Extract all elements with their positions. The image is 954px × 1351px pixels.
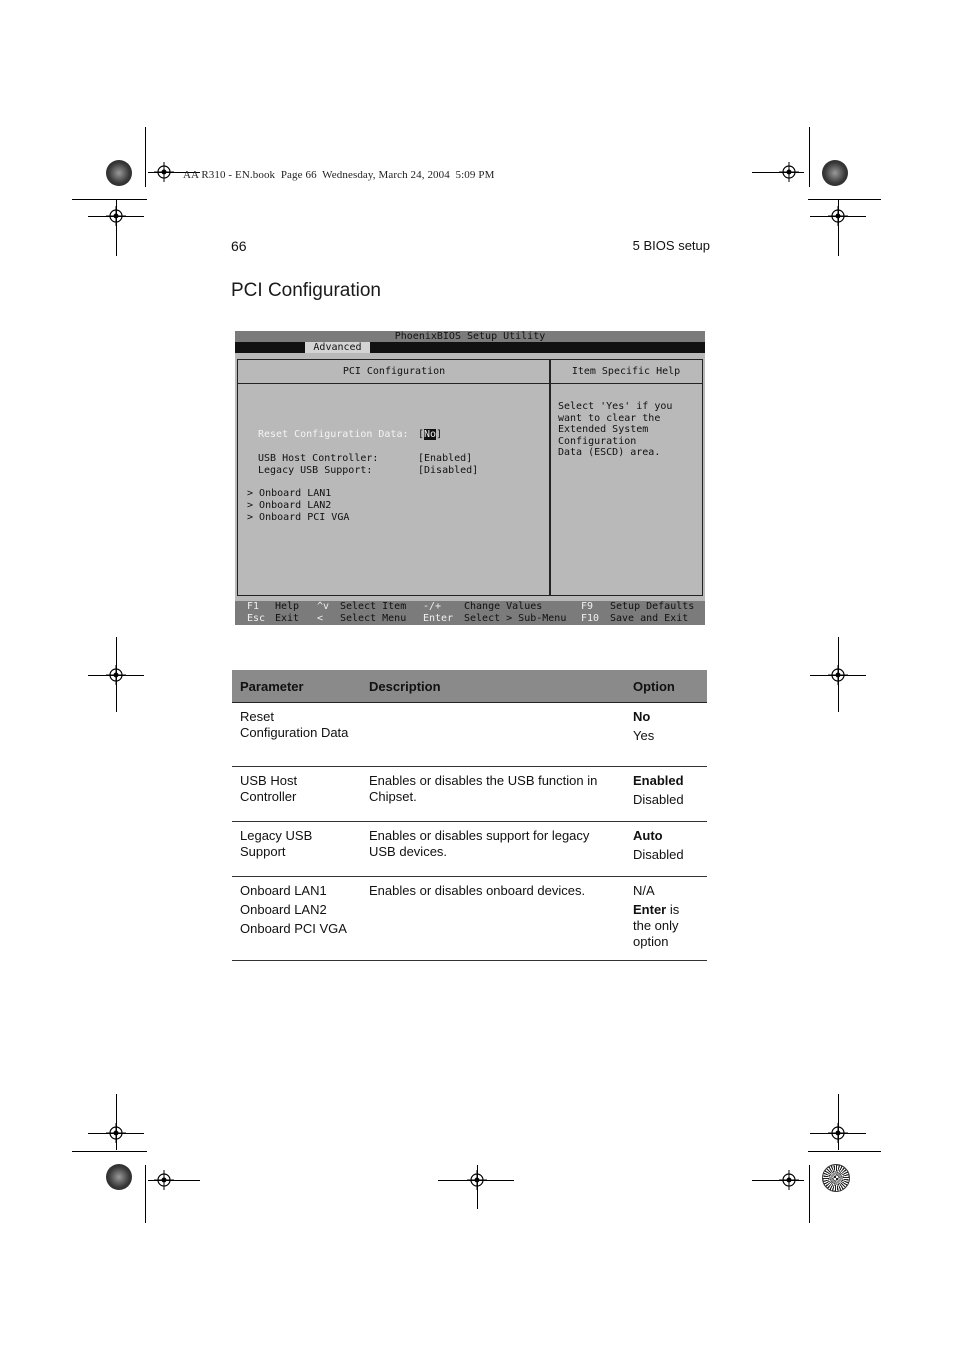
registration-target-icon <box>467 1170 487 1190</box>
usb-host-label[interactable]: USB Host Controller: <box>258 453 379 464</box>
param-line: Onboard LAN1 <box>240 883 327 898</box>
key-updown-desc: Select Item <box>340 601 407 612</box>
table-row <box>232 703 707 767</box>
submenu-label: Onboard LAN1 <box>259 488 332 499</box>
registration-target-icon <box>779 1170 799 1190</box>
desc-cell <box>361 703 625 767</box>
option-alt: Yes <box>633 728 655 743</box>
submenu-onboard-pci-vga[interactable]: > Onboard PCI VGA <box>247 512 350 523</box>
key-leftright-desc: Select Menu <box>340 613 407 624</box>
table-header-row <box>232 670 707 703</box>
main-panel-heading: PCI Configuration <box>238 360 550 384</box>
option-default: Auto <box>633 828 663 843</box>
page-number: 66 <box>231 238 247 254</box>
key-esc[interactable]: Esc <box>247 613 266 624</box>
option-cell <box>625 703 707 767</box>
registration-target-icon <box>106 206 126 226</box>
color-bar-dark-icon <box>822 160 848 186</box>
option-na: N/A <box>633 883 655 898</box>
reset-config-value[interactable]: [No] <box>418 429 443 440</box>
key-updown[interactable]: ^v <box>317 601 330 612</box>
option-enter <box>633 902 699 950</box>
desc-cell: Enables or disables support for legacy USB devices. <box>361 822 625 877</box>
param-cell <box>232 877 361 961</box>
reset-config-cursor: No <box>424 429 437 440</box>
key-enter-desc: Select > Sub-Menu <box>464 613 567 624</box>
registration-target-icon <box>154 1170 174 1190</box>
table-row <box>232 822 707 877</box>
help-text: Select 'Yes' if you want to clear the Extended System Configuration Data (ESCD) area. <box>558 401 673 459</box>
option-cell <box>625 767 707 822</box>
section-title: PCI Configuration <box>231 280 381 301</box>
registration-target-icon <box>828 665 848 685</box>
bios-footer <box>235 601 705 625</box>
submenu-onboard-lan1[interactable]: > Onboard LAN1 <box>247 488 332 499</box>
registration-target-icon <box>106 1123 126 1143</box>
starburst-icon <box>822 1164 850 1192</box>
option-cell <box>625 822 707 877</box>
key-f10-desc: Save and Exit <box>610 613 689 624</box>
legacy-usb-value[interactable]: [Disabled] <box>418 465 479 476</box>
bios-main-panel <box>237 359 551 596</box>
key-minusplus[interactable]: -/+ <box>423 601 442 612</box>
option-alt: Disabled <box>633 847 684 862</box>
option-default: No <box>633 709 651 724</box>
tab-advanced[interactable]: Advanced <box>305 342 370 353</box>
option-cell <box>625 877 707 961</box>
header-option: Option <box>625 670 707 703</box>
registration-target-icon <box>779 162 799 182</box>
submenu-label: Onboard PCI VGA <box>259 512 350 523</box>
key-minusplus-desc: Change Values <box>464 601 543 612</box>
param-line: Onboard LAN2 <box>240 902 327 917</box>
key-f1[interactable]: F1 <box>247 601 260 612</box>
key-leftright[interactable]: < <box>317 613 324 624</box>
registration-target-icon <box>828 206 848 226</box>
header-description: Description <box>361 670 625 703</box>
key-enter[interactable]: Enter <box>423 613 454 624</box>
legacy-usb-label[interactable]: Legacy USB Support: <box>258 465 373 476</box>
reset-config-label[interactable]: Reset Configuration Data: <box>258 429 409 440</box>
bios-menubar <box>235 342 705 353</box>
submenu-label: Onboard LAN2 <box>259 500 332 511</box>
bios-screenshot <box>235 331 705 625</box>
submenu-onboard-lan2[interactable]: > Onboard LAN2 <box>247 500 332 511</box>
desc-cell: Enables or disables onboard devices. <box>361 877 625 961</box>
key-f9-desc: Setup Defaults <box>610 601 695 612</box>
param-cell: Reset Configuration Data <box>232 703 361 767</box>
registration-target-icon <box>154 162 174 182</box>
option-enter-key: Enter <box>633 902 667 917</box>
book-slug: AA R310 - EN.book Page 66 Wednesday, March 24, 2004 5:09 PM <box>183 169 495 181</box>
bios-title: PhoenixBIOS Setup Utility <box>235 331 705 342</box>
parameter-table <box>232 670 707 961</box>
registration-target-icon <box>106 665 126 685</box>
color-bar-dark-icon <box>106 160 132 186</box>
help-panel-heading: Item Specific Help <box>550 360 702 384</box>
desc-cell: Enables or disables the USB function in Chipset. <box>361 767 625 822</box>
key-f1-desc: Help <box>275 601 300 612</box>
option-alt: Disabled <box>633 792 684 807</box>
option-enter-text: is the only option <box>633 902 680 949</box>
bios-help-panel <box>549 359 703 596</box>
table-row <box>232 767 707 822</box>
registration-target-icon <box>828 1123 848 1143</box>
header-parameter: Parameter <box>232 670 361 703</box>
option-default: Enabled <box>633 773 684 788</box>
key-esc-desc: Exit <box>275 613 300 624</box>
usb-host-value[interactable]: [Enabled] <box>418 453 473 464</box>
param-cell: Legacy USB Support <box>232 822 361 877</box>
table-row <box>232 877 707 961</box>
key-f10[interactable]: F10 <box>581 613 600 624</box>
color-bar-dark-icon <box>106 1164 132 1190</box>
key-f9[interactable]: F9 <box>581 601 594 612</box>
chapter-title: 5 BIOS setup <box>632 238 710 253</box>
param-cell: USB Host Controller <box>232 767 361 822</box>
param-line: Onboard PCI VGA <box>240 921 347 936</box>
